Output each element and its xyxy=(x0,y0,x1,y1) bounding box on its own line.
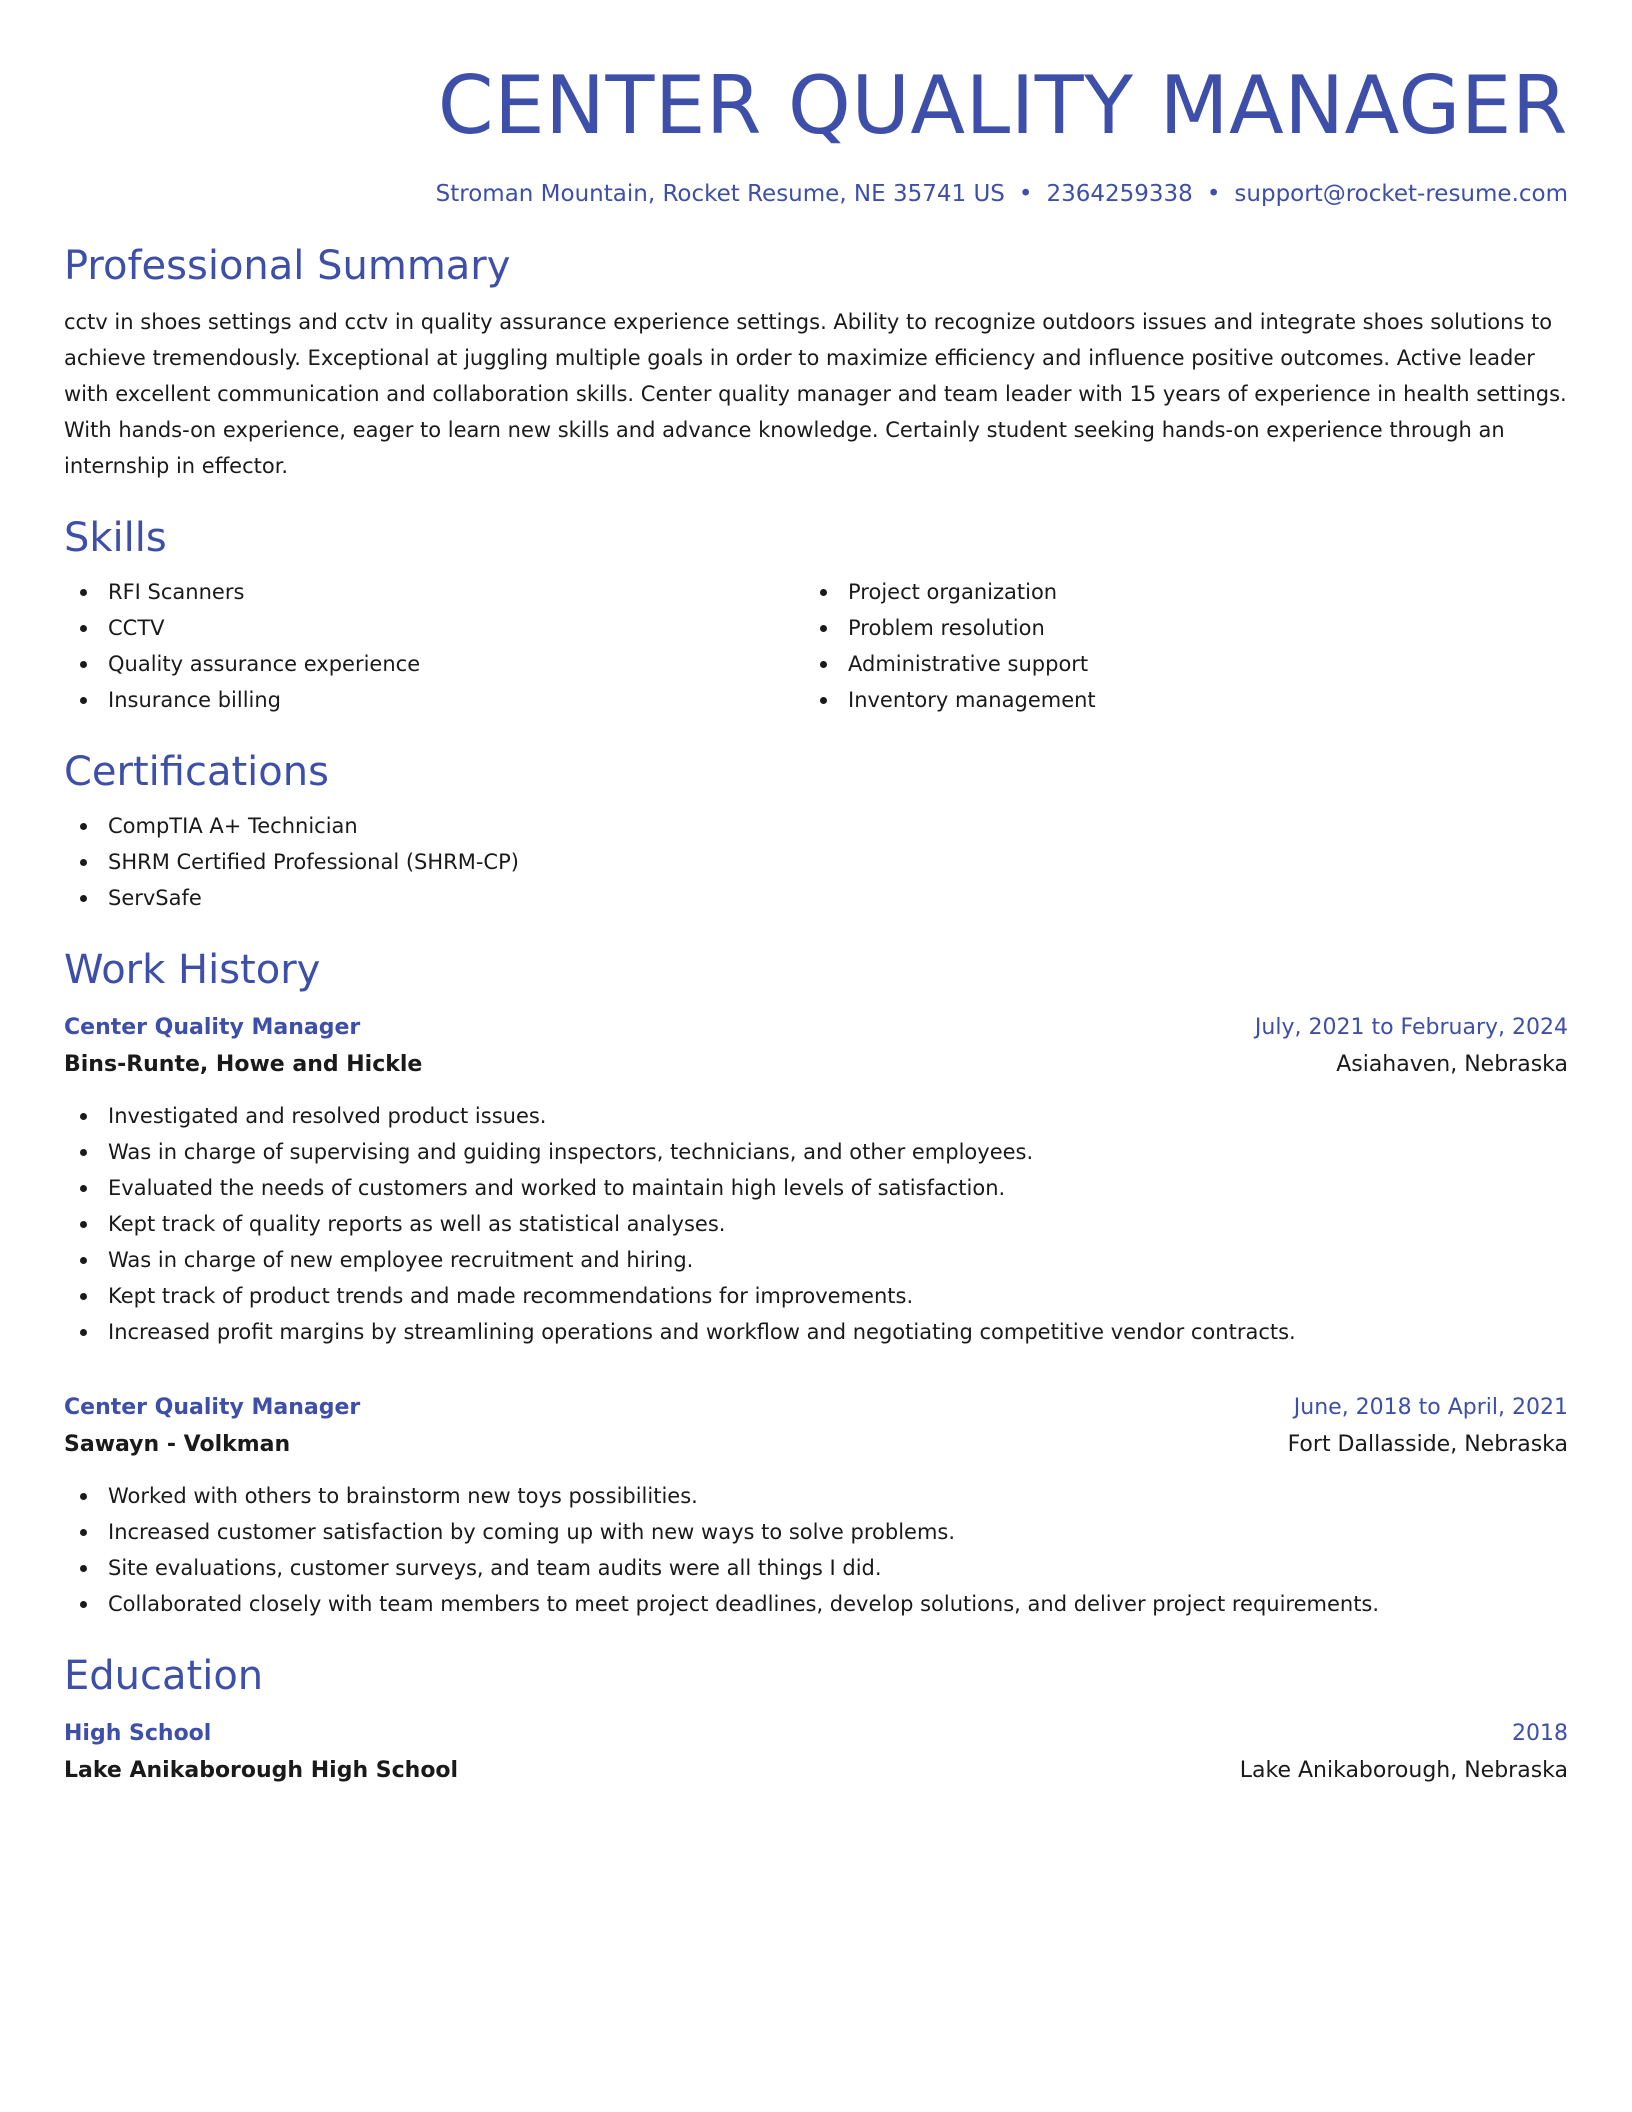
certifications-list xyxy=(64,808,1568,916)
skill-item: Inventory management xyxy=(804,682,1544,718)
job-bullet: Was in charge of supervising and guiding inspectors, technicians, and other employees. xyxy=(64,1134,1568,1170)
skill-item: Project organization xyxy=(804,574,1544,610)
certification-item: CompTIA A+ Technician xyxy=(64,808,1568,844)
school-location: Lake Anikaborough, Nebraska xyxy=(1239,1758,1568,1783)
certification-item: SHRM Certified Professional (SHRM-CP) xyxy=(64,844,1568,880)
skill-item: RFI Scanners xyxy=(64,574,804,610)
education-entry xyxy=(64,1716,1568,1790)
education-section xyxy=(64,1650,1568,1790)
job-location: Fort Dallasside, Nebraska xyxy=(1287,1432,1568,1457)
company-name: Bins-Runte, Howe and Hickle xyxy=(64,1052,423,1077)
job-bullet: Kept track of quality reports as well as statistical analyses. xyxy=(64,1206,1568,1242)
section-title: Professional Summary xyxy=(64,243,511,289)
graduation-year: 2018 xyxy=(1512,1721,1568,1746)
certifications-section xyxy=(64,746,1568,916)
degree: High School xyxy=(64,1721,212,1746)
job-bullet: Site evaluations, customer surveys, and team audits were all things I did. xyxy=(64,1550,1568,1586)
job-bullet: Was in charge of new employee recruitment and hiring. xyxy=(64,1242,1568,1278)
section-title: Certifications xyxy=(64,749,329,795)
section-title: Education xyxy=(64,1653,264,1699)
contact-line xyxy=(64,178,1568,210)
job-bullet: Evaluated the needs of customers and worked to maintain high levels of satisfaction. xyxy=(64,1170,1568,1206)
section-title: Skills xyxy=(64,515,167,561)
job-bullet: Increased customer satisfaction by coming up with new ways to solve problems. xyxy=(64,1514,1568,1550)
skill-item: Administrative support xyxy=(804,646,1544,682)
job-entry xyxy=(64,1390,1568,1622)
summary-text: cctv in shoes settings and cctv in quality assurance experience settings. Ability to recognize outdoors issues and integrate shoes solutions to achieve tremendously. Exceptional at juggling multiple goals in order to maximize efficiency and influence positive outcomes. Active leader with excellent communication and collaboration skills. Center quality manager and team leader with 15 years of experience in health settings. With hands-on experience, eager to learn new skills and advance knowledge. Certainly student seeking hands-on experience through an internship in effector. xyxy=(64,310,1567,478)
skill-item: Quality assurance experience xyxy=(64,646,804,682)
job-entry xyxy=(64,1010,1568,1350)
school-name: Lake Anikaborough High School xyxy=(64,1758,459,1783)
skills-list-left xyxy=(64,574,804,718)
section-title: Work History xyxy=(64,947,321,993)
email: support@rocket-resume.com xyxy=(1234,181,1568,207)
skill-item: CCTV xyxy=(64,610,804,646)
skills-list-right xyxy=(804,574,1544,718)
company-name: Sawayn - Volkman xyxy=(64,1432,291,1457)
separator: • xyxy=(1206,181,1221,207)
separator: • xyxy=(1018,181,1033,207)
resume-header xyxy=(64,56,1568,210)
job-bullets xyxy=(64,1478,1568,1622)
job-dates: July, 2021 to February, 2024 xyxy=(1254,1015,1568,1040)
phone: 2364259338 xyxy=(1046,181,1193,207)
work-history-section xyxy=(64,944,1568,1622)
job-bullet: Increased profit margins by streamlining operations and workflow and negotiating competitive vendor contracts. xyxy=(64,1314,1568,1350)
job-bullets xyxy=(64,1098,1568,1350)
skills-grid xyxy=(64,574,1568,718)
job-bullet: Investigated and resolved product issues. xyxy=(64,1098,1568,1134)
address: Stroman Mountain, Rocket Resume, NE 35741 US xyxy=(435,181,1005,207)
job-bullet: Worked with others to brainstorm new toys possibilities. xyxy=(64,1478,1568,1514)
job-title: Center Quality Manager xyxy=(64,1395,361,1420)
job-bullet: Kept track of product trends and made recommendations for improvements. xyxy=(64,1278,1568,1314)
summary-section xyxy=(64,240,1568,484)
job-location: Asiahaven, Nebraska xyxy=(1336,1052,1568,1077)
job-title: Center Quality Manager xyxy=(64,1015,361,1040)
job-dates: June, 2018 to April, 2021 xyxy=(1293,1395,1568,1420)
certification-item: ServSafe xyxy=(64,880,1568,916)
candidate-name: CENTER QUALITY MANAGER xyxy=(437,59,1568,152)
job-bullet: Collaborated closely with team members to meet project deadlines, develop solutions, and deliver project requirements. xyxy=(64,1586,1568,1622)
skill-item: Problem resolution xyxy=(804,610,1544,646)
skills-section xyxy=(64,512,1568,718)
skill-item: Insurance billing xyxy=(64,682,804,718)
